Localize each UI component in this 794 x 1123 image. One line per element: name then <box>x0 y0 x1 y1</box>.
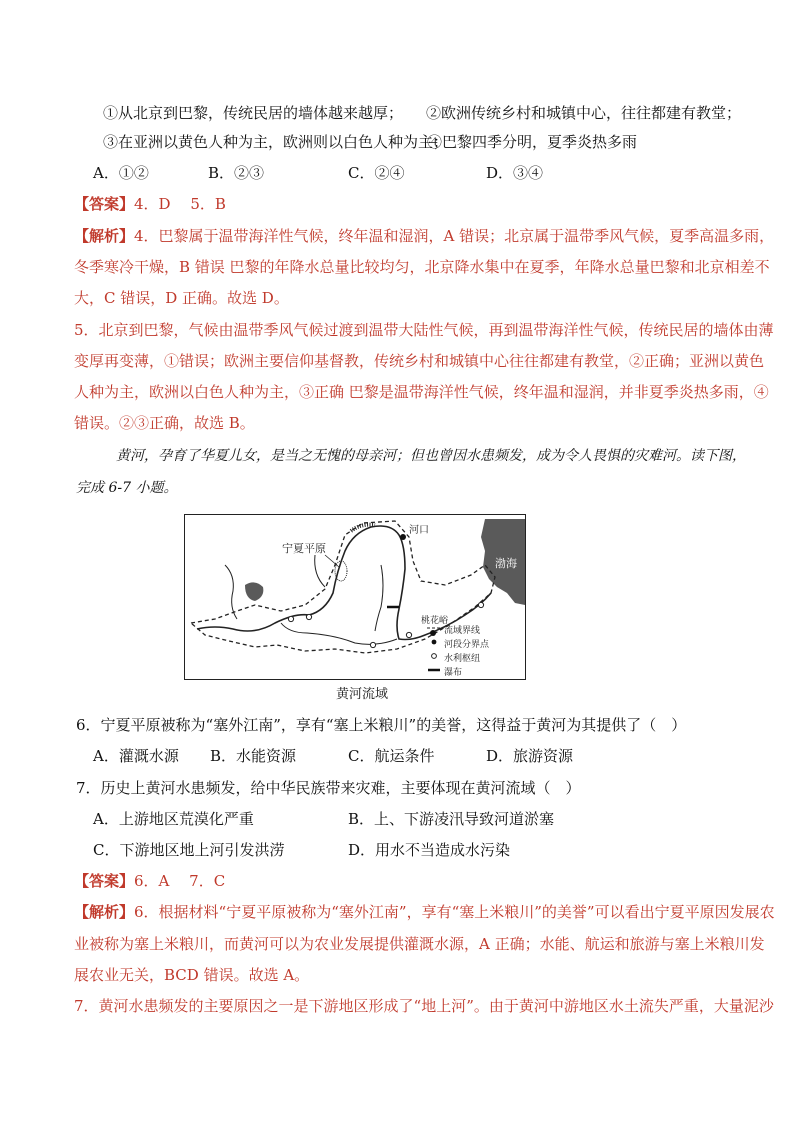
q7-option-b: B．上、下游凌汛导致河道淤塞 <box>348 810 555 828</box>
taohuayu-point <box>430 630 436 636</box>
passage-line-2: 完成 6-7 小题。 <box>76 480 178 496</box>
answer-label: 【答案】 <box>74 195 135 213</box>
ningxia-leader-line <box>325 555 339 567</box>
statement-3: ③在亚洲以黄色人种为主，欧洲则以白色人种为主； <box>103 133 449 151</box>
legend-boundary: 流域界线 <box>444 626 481 636</box>
analysis-text: 6．根据材料“宁夏平原被称为“塞外江南”，享有“塞上米粮川”的美誉”可以看出宁夏平原因发展农 <box>134 903 775 921</box>
q6-option-b: B．水能资源 <box>210 747 297 765</box>
answer-text: 4．D 5．B <box>134 195 226 213</box>
passage-line-1: 黄河，孕育了华夏儿女，是当之无愧的母亲河；但也曾因水患频发，成为令人畏惧的灾难河。读下图， <box>116 448 746 464</box>
analysis-4-line-2: 冬季寒冷干燥，B 错误 巴黎的年降水总量比较均匀，北京降水集中在夏季，年降水总量巴黎和北京相差不 <box>74 258 770 276</box>
analysis-4-line-3: 大，C 错误，D 正确。故选 D。 <box>74 289 289 307</box>
option-c: C．②④ <box>348 164 405 182</box>
analysis-5-line-1: 5．北京到巴黎，气候由温带季风气候过渡到温带大陆性气候，再到温带海洋性气候，传统民居的墙体由薄 <box>74 321 774 339</box>
analysis-6-line-3: 展农业无关，BCD 错误。故选 A。 <box>74 966 310 984</box>
hekou-point <box>400 534 406 540</box>
dam-icon <box>288 616 293 621</box>
statement-1: ①从北京到巴黎，传统民居的墙体越来越厚； <box>103 104 404 122</box>
analysis-5-line-4: 错误。②③正确，故选 B。 <box>74 414 255 432</box>
q7-stem: 7．历史上黄河水患频发，给中华民族带来灾难，主要体现在黄河流域（ ） <box>76 779 581 797</box>
analysis-6-line-2: 业被称为塞上米粮川，而黄河可以为农业发展提供灌溉水源，A 正确；水能、航运和旅游与塞上米粮川发 <box>74 935 765 953</box>
analysis-6-line-1 <box>74 902 775 922</box>
tributary-fen <box>375 565 383 631</box>
analysis-5-line-2: 变厚再变薄，①错误；欧洲主要信仰基督教，传统乡村和城镇中心往往都建有教堂，②正确；亚洲以黄色 <box>74 352 765 370</box>
yellow-river-map <box>184 514 526 680</box>
statement-2: ②欧洲传统乡村和城镇中心，往往都建有教堂； <box>426 104 742 122</box>
dam-icon <box>406 632 411 637</box>
label-hekou: 河口 <box>409 525 429 536</box>
q6-option-c: C．航运条件 <box>348 747 435 765</box>
analysis-text: 4．巴黎属于温带海洋性气候，终年温和湿润，A 错误；北京属于温带季风气候，夏季高温多雨， <box>134 227 775 245</box>
answer-6-7 <box>74 871 225 891</box>
option-b: B．②③ <box>208 164 265 182</box>
legend-dot-icon <box>432 640 437 645</box>
label-bohai: 渤海 <box>495 557 517 570</box>
tributary-wei <box>281 623 397 644</box>
answer-text: 6．A 7．C <box>134 872 226 890</box>
dam-icon <box>478 602 483 607</box>
dam-icon <box>306 614 311 619</box>
option-d: D．③④ <box>486 164 544 182</box>
map-caption: 黄河流域 <box>336 687 389 702</box>
answer-4-5 <box>74 194 226 214</box>
q7-option-c: C．下游地区地上河引发洪涝 <box>93 841 285 859</box>
analysis-label: 【解析】 <box>74 227 135 245</box>
legend-segment-point: 河段分界点 <box>444 640 490 650</box>
q7-option-d: D．用水不当造成水污染 <box>348 841 511 859</box>
lake <box>245 582 263 601</box>
q6-option-d: D．旅游资源 <box>486 747 574 765</box>
analysis-4-line-1 <box>74 226 774 246</box>
analysis-5-line-3: 人种为主，欧洲以白色人种为主，③正确 巴黎是温带海洋性气候，终年温和湿润，并非夏季炎热多雨，④ <box>74 383 769 401</box>
legend-gear-icon <box>432 654 437 659</box>
statement-4: ④巴黎四季分明，夏季炎热多雨 <box>427 133 638 151</box>
legend-waterfall: 瀑布 <box>444 668 463 678</box>
q6-option-a: A．灌溉水源 <box>93 747 179 765</box>
label-ningxia: 宁夏平原 <box>282 542 326 555</box>
analysis-label: 【解析】 <box>74 903 135 921</box>
q7-option-a: A．上游地区荒漠化严重 <box>93 810 254 828</box>
analysis-7-line-1: 7．黄河水患频发的主要原因之一是下游地区形成了“地上河”。由于黄河中游地区水土流失严重，大量泥沙 <box>74 997 774 1015</box>
option-a: A．①② <box>93 164 149 182</box>
q6-stem: 6．宁夏平原被称为“塞外江南”，享有“塞上米粮川”的美誉，这得益于黄河为其提供了（ ） <box>76 716 687 734</box>
dam-icon <box>370 642 375 647</box>
legend-dam: 水利枢纽 <box>444 654 481 664</box>
tributary-north <box>315 555 325 587</box>
answer-label: 【答案】 <box>74 872 135 890</box>
label-taohuayu: 桃花峪 <box>421 616 449 626</box>
tributary-west <box>225 565 237 619</box>
